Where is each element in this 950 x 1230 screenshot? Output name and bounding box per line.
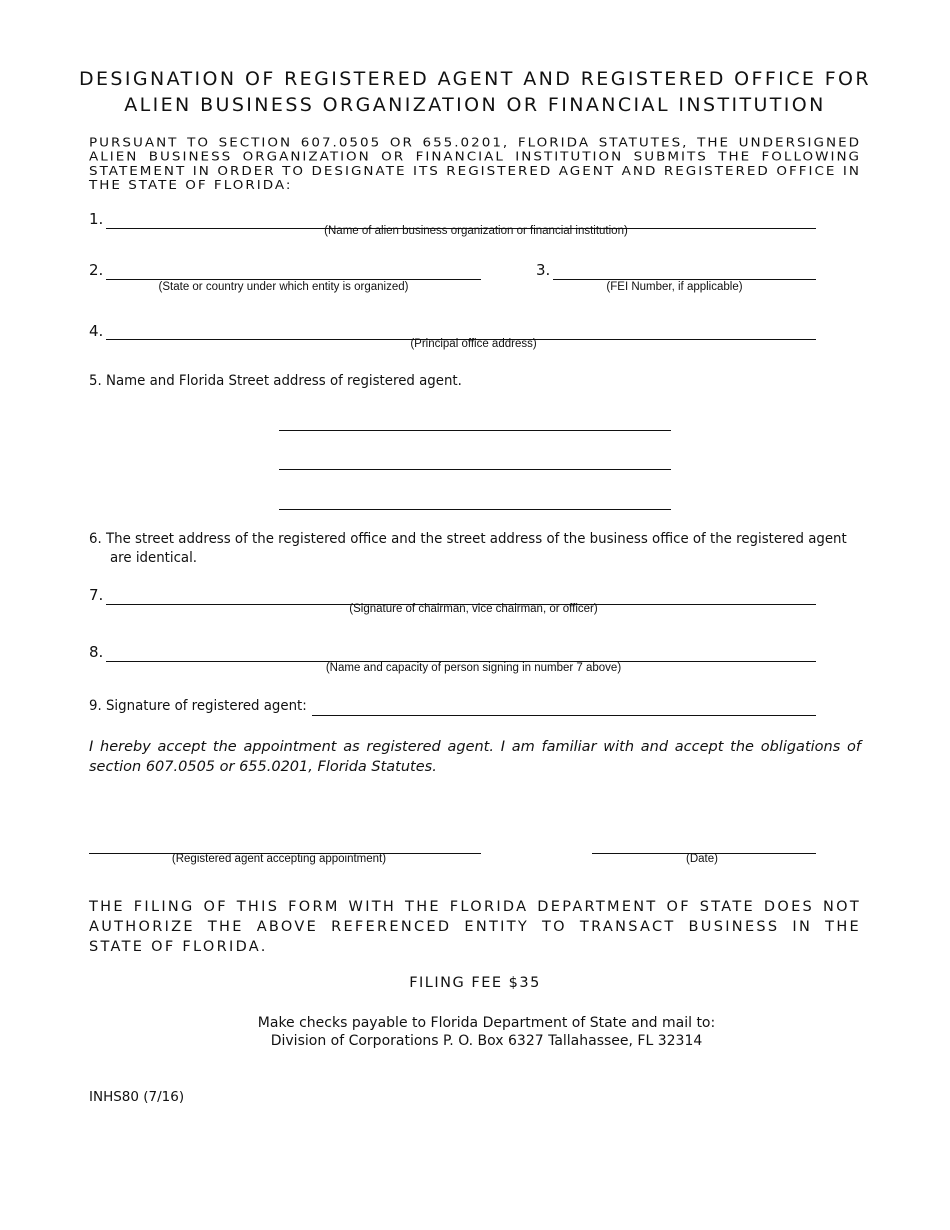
form-title-line-1: DESIGNATION OF REGISTERED AGENT AND REGISTERED OFFICE FOR	[78, 68, 871, 90]
agent-address-line-1[interactable]	[279, 430, 671, 431]
field-9-label: 9. Signature of registered agent:	[89, 698, 307, 714]
mailing-line-2: Division of Corporations P. O. Box 6327 Tallahassee, FL 32314	[270, 1033, 703, 1049]
form-title-line-2: ALIEN BUSINESS ORGANIZATION OR FINANCIAL INSTITUTION	[124, 94, 826, 116]
agent-address-line-2[interactable]	[279, 469, 671, 470]
field-5-label: 5. Name and Florida Street address of registered agent.	[89, 373, 462, 389]
field-1-caption: (Name of alien business organization or financial institution)	[324, 225, 628, 237]
field-7-number: 7.	[89, 586, 104, 604]
field-2-number: 2.	[89, 261, 104, 279]
field-3-caption: (FEI Number, if applicable)	[606, 281, 743, 293]
field-8-number: 8.	[89, 643, 104, 661]
field-1-number: 1.	[89, 210, 104, 228]
field-8-caption: (Name and capacity of person signing in number 7 above)	[325, 662, 622, 674]
field-3-line[interactable]	[553, 279, 816, 280]
agent-address-line-3[interactable]	[279, 509, 671, 510]
field-2-line[interactable]	[106, 279, 481, 280]
intro-statement: PURSUANT TO SECTION 607.0505 OR 655.0201, FLORIDA STATUTES, THE UNDERSIGNED ALIEN BUSINESS ORGANIZATION OR FINANCIAL INSTITUTION SUBMITS THE FOLLOWING STATEMENT IN ORDER TO DESIGNATE ITS REGISTERED AGENT AND REGISTERED OFFICE IN THE STATE OF FLORIDA:	[89, 135, 861, 193]
filing-notice: THE FILING OF THIS FORM WITH THE FLORIDA DEPARTMENT OF STATE DOES NOT AUTHORIZE THE ABOVE REFERENCED ENTITY TO TRANSACT BUSINESS IN THE STATE OF FLORIDA.	[89, 899, 861, 955]
field-6-statement-line-2: are identical.	[110, 550, 198, 566]
field-7-caption: (Signature of chairman, vice chairman, or officer)	[349, 603, 598, 615]
field-3-number: 3.	[536, 261, 551, 279]
filing-fee: FILING FEE $35	[409, 975, 541, 991]
mailing-line-1: Make checks payable to Florida Department of State and mail to:	[257, 1015, 716, 1031]
field-2-caption: (State or country under which entity is organized)	[158, 281, 409, 293]
mailing-instructions	[89, 1014, 884, 1050]
field-4-number: 4.	[89, 322, 104, 340]
field-6-statement-line-1: 6. The street address of the registered office and the street address of the business office of the registered agent	[89, 531, 847, 547]
form-title	[60, 66, 890, 118]
registered-agent-signature-line[interactable]	[312, 715, 816, 716]
acceptance-statement: I hereby accept the appointment as registered agent. I am familiar with and accept the obligations of section 607.0505 or 655.0201, Florida Statutes.	[89, 739, 861, 775]
form-id: INHS80 (7/16)	[89, 1089, 185, 1105]
agent-acceptance-caption: (Registered agent accepting appointment)	[171, 853, 387, 865]
date-caption: (Date)	[686, 853, 718, 865]
field-4-caption: (Principal office address)	[410, 338, 537, 350]
